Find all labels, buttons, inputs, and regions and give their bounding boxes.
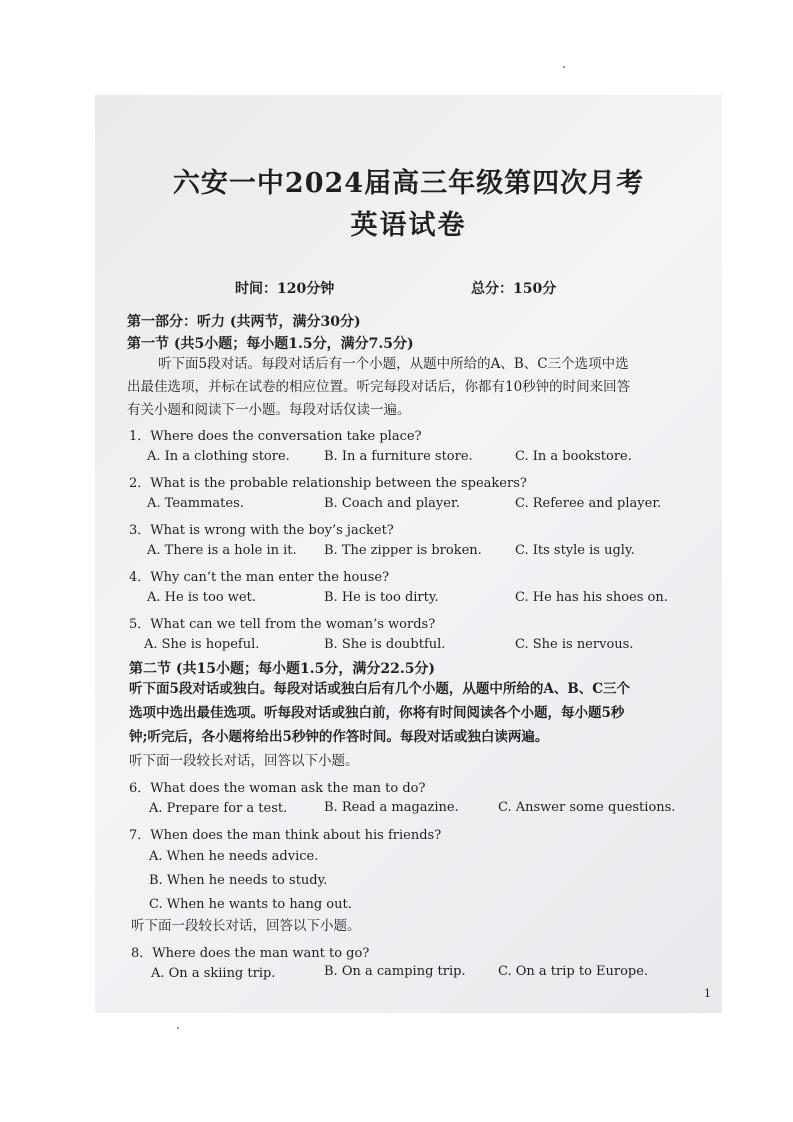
q8-option-a: A. On a skiing trip. [151,966,276,981]
question-5: 5．What can we tell from the woman’s words? [129,617,436,632]
q2-option-a: A. Teammates. [147,496,244,511]
section2-instruction-line: 选项中选出最佳选项。听每段对话或独白前，你将有时间阅读各个小题，每小题5秒 [129,705,625,721]
section1-instruction-line: 听下面5段对话。每段对话后有一个小题，从题中所给的A、B、C三个选项中选 [158,356,629,372]
q4-option-a: A. He is too wet. [147,590,256,605]
speck [563,66,565,68]
q4-option-c: C. He has his shoes on. [515,590,668,605]
question-4: 4．Why can’t the man enter the house? [129,570,390,585]
listening-lead: 听下面一段较长对话，回答以下小题。 [129,753,359,769]
q7-option-c: C. When he wants to hang out. [149,897,352,912]
q6-option-a: A. Prepare for a test. [149,801,288,816]
question-3: 3．What is wrong with the boy’s jacket? [129,523,394,538]
q1-option-a: A. In a clothing store. [147,449,290,464]
section1-heading: 第一节 (共5小题；每小题1.5分，满分7.5分) [127,336,414,352]
q8-option-c: C. On a trip to Europe. [498,964,649,979]
q5-option-c: C. She is nervous. [515,637,634,652]
q3-option-b: B. The zipper is broken. [324,543,482,558]
exam-total-score: 总分：150分 [471,281,557,297]
q3-option-c: C. Its style is ugly. [515,543,635,558]
question-6: 6．What does the woman ask the man to do? [129,781,426,796]
section2-heading: 第二节 (共15小题；每小题1.5分，满分22.5分) [129,661,436,677]
q1-option-b: B. In a furniture store. [324,449,473,464]
section2-instruction-line: 听下面5段对话或独白。每段对话或独白后有几个小题，从题中所给的A、B、C三个 [129,681,631,697]
question-2: 2．What is the probable relationship between the speakers? [129,476,527,491]
q3-option-a: A. There is a hole in it. [147,543,297,558]
q4-option-b: B. He is too dirty. [324,590,439,605]
listening-lead: 听下面一段较长对话，回答以下小题。 [131,918,361,934]
part1-heading: 第一部分：听力 (共两节，满分30分) [127,314,361,330]
exam-page-photo [95,95,722,1013]
exam-time: 时间：120分钟 [235,281,335,297]
q7-option-b: B. When he needs to study. [149,873,328,888]
question-8: 8．Where does the man want to go? [131,946,370,961]
question-7: 7．When does the man think about his friends? [129,828,442,843]
q7-option-a: A. When he needs advice. [149,849,319,864]
exam-title: 六安一中2024届高三年级第四次月考 [172,168,645,199]
question-1: 1．Where does the conversation take place? [129,429,422,444]
page-number: 1 [704,987,711,1000]
speck [177,1027,179,1029]
q1-option-c: C. In a bookstore. [515,449,632,464]
q6-option-c: C. Answer some questions. [498,800,676,815]
q2-option-c: C. Referee and player. [515,496,662,511]
q8-option-b: B. On a camping trip. [324,964,466,979]
section1-instruction-line: 有关小题和阅读下一小题。每段对话仅读一遍。 [127,402,411,418]
q5-option-b: B. She is doubtful. [324,637,446,652]
q5-option-a: A. She is hopeful. [144,637,260,652]
section2-instruction-line: 钟;听完后，各小题将给出5秒钟的作答时间。每段对话或独白读两遍。 [129,729,549,745]
q2-option-b: B. Coach and player. [324,496,460,511]
q6-option-b: B. Read a magazine. [324,800,459,815]
exam-subtitle: 英语试卷 [350,210,467,241]
section1-instruction-line: 出最佳选项，并标在试卷的相应位置。听完每段对话后，你都有10秒钟的时间来回答 [127,379,631,395]
